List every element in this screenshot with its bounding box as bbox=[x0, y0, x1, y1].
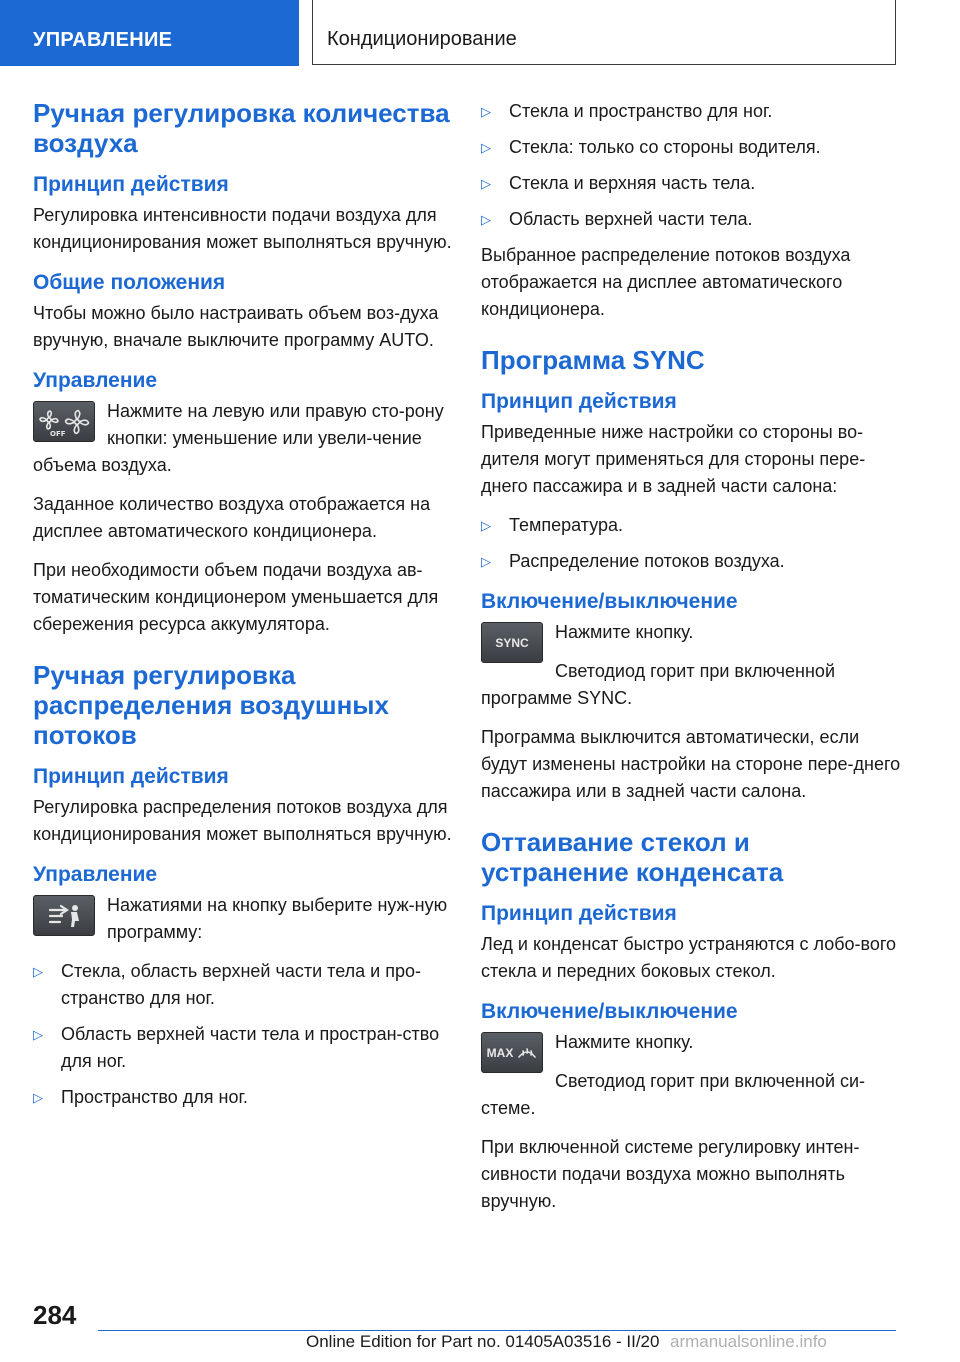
triangle-bullet-icon: ▷ bbox=[481, 518, 491, 533]
paragraph-air-amount-display: Заданное количество воздуха отображается на дисплее автоматического кондиционера. bbox=[33, 494, 431, 541]
list-item: ▷ Стекла и пространство для ног. bbox=[481, 98, 901, 125]
list-item: ▷ Распределение потоков воздуха. bbox=[481, 548, 901, 575]
triangle-bullet-icon: ▷ bbox=[33, 964, 43, 979]
section-tab: УПРАВЛЕНИЕ bbox=[0, 0, 299, 66]
list-item: ▷ Стекла: только со стороны водителя. bbox=[481, 134, 901, 161]
sync-button-icon bbox=[481, 622, 543, 663]
triangle-bullet-icon: ▷ bbox=[481, 140, 491, 155]
triangle-bullet-icon: ▷ bbox=[481, 104, 491, 119]
paragraph-defrost-led: Светодиод горит при включенной си-стеме. bbox=[481, 1071, 866, 1118]
svg-text:OFF: OFF bbox=[50, 429, 66, 437]
chapter-title: Кондиционирование bbox=[312, 0, 896, 65]
left-column bbox=[33, 98, 453, 1120]
paragraph-selected-distribution: Выбранное распределение потоков воздуха отображается на дисплее автоматического кондиционера. bbox=[481, 245, 851, 319]
triangle-bullet-icon: ▷ bbox=[481, 176, 491, 191]
heading-principle: Принцип действия bbox=[33, 173, 229, 196]
paragraph-principle-sync: Приведенные ниже настройки со стороны во-дителя могут применяться для стороны пере-днего пассажира и в задней части салона: bbox=[481, 422, 866, 496]
fan-off-button-icon bbox=[33, 401, 95, 442]
heading-manual-airflow: Ручная регулировка количества воздуха bbox=[33, 98, 450, 158]
heading-on-off: Включение/выключение bbox=[481, 590, 738, 613]
footer-edition: Online Edition for Part no. 01405A03516 - II/20 bbox=[306, 1332, 660, 1351]
fan-control-row bbox=[33, 398, 453, 491]
paragraph-sync-led: Светодиод горит при включенной программе SYNC. bbox=[481, 661, 835, 708]
paragraph-press-button: Нажмите кнопку. bbox=[555, 1032, 694, 1052]
heading-control: Управление bbox=[33, 863, 158, 886]
right-column bbox=[481, 98, 901, 1227]
paragraph-distribution-control: Нажатиями на кнопку выберите нуж-ную программу: bbox=[107, 895, 448, 942]
heading-manual-distribution: Ручная регулировка распределения воздушных потоков bbox=[33, 660, 389, 750]
paragraph-fan-control: Нажмите на левую или правую сто-рону кнопки: уменьшение или увели-чение объема воздуха. bbox=[33, 401, 444, 475]
list-item: ▷ Область верхней части тела. bbox=[481, 206, 901, 233]
heading-principle: Принцип действия bbox=[481, 902, 677, 925]
defrost-icon bbox=[517, 1043, 537, 1063]
footer-divider bbox=[98, 1330, 896, 1331]
paragraph-principle-distribution: Регулировка распределения потоков воздуха для кондиционирования может выполняться вручную. bbox=[33, 797, 452, 844]
watermark-site: armanualsonline.info bbox=[670, 1332, 827, 1351]
list-item: ▷ Температура. bbox=[481, 512, 901, 539]
triangle-bullet-icon: ▷ bbox=[481, 554, 491, 569]
paragraph-defrost-manual: При включенной системе регулировку интен-сивности подачи воздуха можно выполнять вручную. bbox=[481, 1137, 860, 1211]
list-item: ▷ Стекла и верхняя часть тела. bbox=[481, 170, 901, 197]
air-distribution-button-icon bbox=[33, 895, 95, 936]
page-number: 284 bbox=[33, 1300, 77, 1330]
heading-principle: Принцип действия bbox=[33, 765, 229, 788]
paragraph-general: Чтобы можно было настраивать объем воз-духа вручную, вначале выключите программу AUTO. bbox=[33, 303, 439, 350]
triangle-bullet-icon: ▷ bbox=[33, 1027, 43, 1042]
distribution-programs-list bbox=[33, 958, 453, 1111]
heading-defrost: Оттаивание стекол и устранение конденсата bbox=[481, 827, 784, 887]
sync-button-label: SYNC bbox=[495, 635, 529, 650]
heading-control: Управление bbox=[33, 369, 158, 392]
list-item: ▷ Область верхней части тела и простран-ство для ног. bbox=[33, 1021, 453, 1075]
list-item: ▷ Стекла, область верхней части тела и про-странство для ног. bbox=[33, 958, 453, 1012]
sync-control-row bbox=[481, 619, 901, 724]
heading-general: Общие положения bbox=[33, 271, 226, 294]
paragraph-battery-saving: При необходимости объем подачи воздуха ав-томатическим кондиционером уменьшается для сбережения ресурса аккумулятора. bbox=[33, 560, 439, 634]
max-defrost-button-icon bbox=[481, 1032, 543, 1073]
max-button-label: MAX bbox=[486, 1045, 514, 1060]
paragraph-principle: Регулировка интенсивности подачи воздуха для кондиционирования может выполняться вручную. bbox=[33, 205, 452, 252]
heading-principle: Принцип действия bbox=[481, 390, 677, 413]
triangle-bullet-icon: ▷ bbox=[33, 1090, 43, 1105]
heading-sync-program: Программа SYNC bbox=[481, 345, 705, 375]
heading-on-off: Включение/выключение bbox=[481, 1000, 738, 1023]
distribution-control-row bbox=[33, 892, 453, 958]
paragraph-principle-defrost: Лед и конденсат быстро устраняются с лобо-вого стекла и передних боковых стекол. bbox=[481, 934, 897, 981]
sync-settings-list bbox=[481, 512, 901, 575]
triangle-bullet-icon: ▷ bbox=[481, 212, 491, 227]
distribution-programs-list-cont bbox=[481, 98, 901, 233]
paragraph-press-button: Нажмите кнопку. bbox=[555, 622, 694, 642]
paragraph-sync-auto-off: Программа выключится автоматически, если будут изменены настройки на стороне пере-днего пассажира или в задней части салона. bbox=[481, 727, 901, 801]
max-defrost-control-row bbox=[481, 1029, 901, 1134]
list-item: ▷ Пространство для ног. bbox=[33, 1084, 453, 1111]
